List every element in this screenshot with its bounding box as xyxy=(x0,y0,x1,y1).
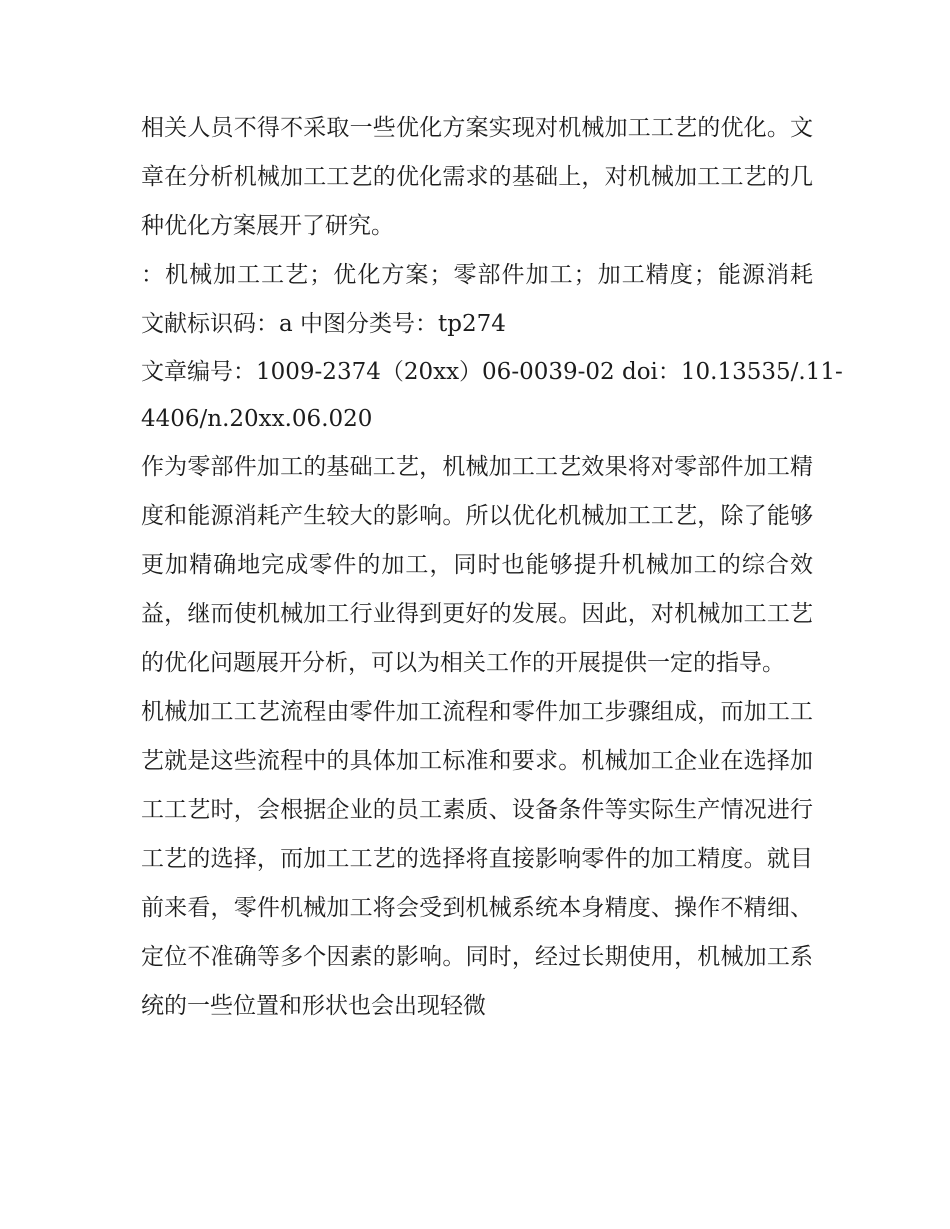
article-number-line: 文章编号：1009-2374（20xx）06-0039-02 doi：10.13535/.11- xyxy=(141,359,843,385)
doi-continuation-line: 4406/n.20xx.06.020 xyxy=(141,406,373,432)
article-number-block xyxy=(141,349,843,443)
keywords-paragraph: ：机械加工工艺；优化方案；零部件加工；加工精度；能源消耗 文献标识码：a 中图分类号：tp274 xyxy=(141,262,813,337)
document-page xyxy=(141,104,843,1031)
abstract-paragraph: 相关人员不得不采取一些优化方案实现对机械加工工艺的优化。文章在分析机械加工工艺的优化需求的基础上，对机械加工工艺的几种优化方案展开了研究。 xyxy=(141,115,813,239)
body-paragraph: 机械加工工艺流程由零件加工流程和零件加工步骤组成，而加工工艺就是这些流程中的具体加工标准和要求。机械加工企业在选择加工工艺时，会根据企业的员工素质、设备条件等实际生产情况进行工艺的选择，而加工工艺的选择将直接影响零件的加工精度。就目前来看，零件机械加工将会受到机械系统本身精度、操作不精细、定位不准确等多个因素的影响。同时，经过长期使用，机械加工系统的一些位置和形状也会出现轻微 xyxy=(141,699,813,1019)
intro-paragraph: 作为零部件加工的基础工艺，机械加工工艺效果将对零部件加工精度和能源消耗产生较大的影响。所以优化机械加工工艺，除了能够更加精确地完成零件的加工，同时也能够提升机械加工的综合效益，继而使机械加工行业得到更好的发展。因此，对机械加工工艺的优化问题展开分析，可以为相关工作的开展提供一定的指导。 xyxy=(141,454,813,676)
